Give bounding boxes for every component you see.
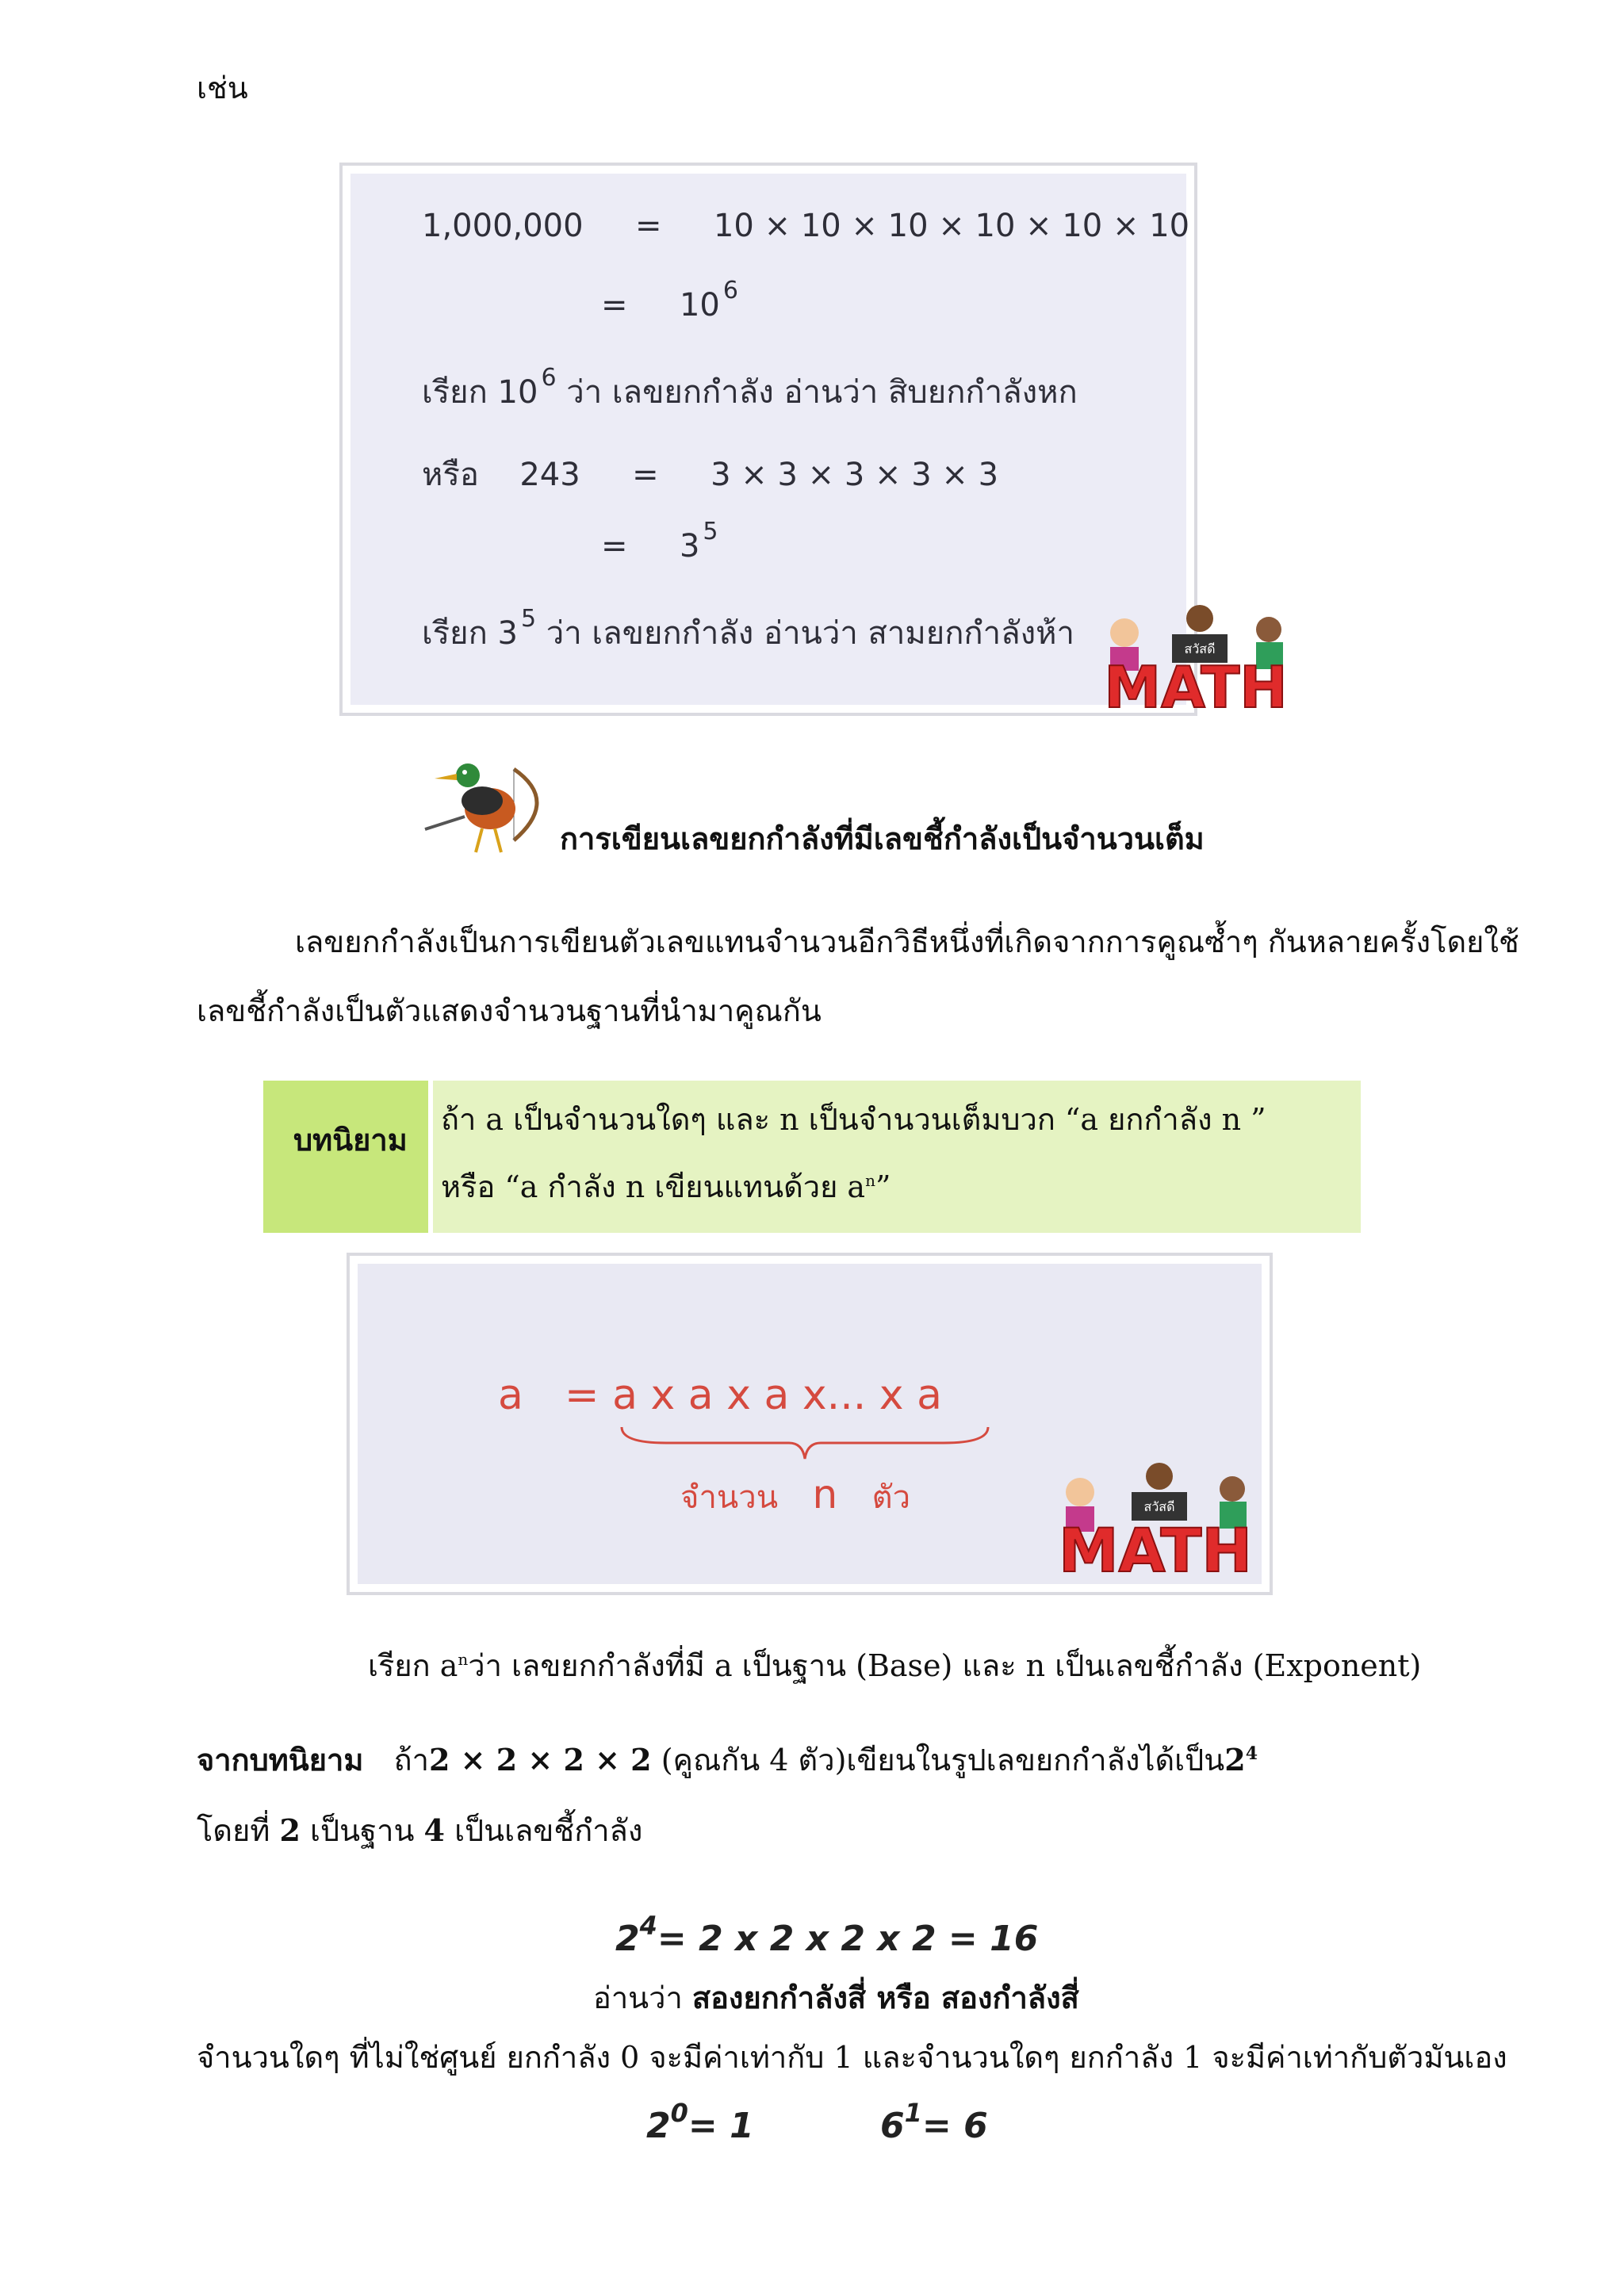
underbrace [619, 1424, 991, 1464]
example-line-2: = 10 $^6$ [601, 277, 738, 323]
math-logo-2-sign: สวัสดี [1143, 1499, 1175, 1514]
formula-two-to-zero: $2^0= 1$ [646, 2098, 754, 2146]
math-logo-2 [1048, 1459, 1262, 1578]
example-line-1: 1,000,000 = 10 × 10 × 10 × 10 × 10 × 10 [422, 208, 1190, 244]
definition-line-2: หรือ “a กำลัง n เขียนแทนด้วย $a^n$” [441, 1169, 891, 1204]
math-logo [1093, 603, 1299, 714]
formula-two-to-four: $2^4= 2$ x 2 x 2 x 2 = 16 [615, 1911, 1039, 1959]
paragraph-line-2: เลขชี้กำลังเป็นตัวแสดงจำนวนฐานที่นำมาคูณกัน [197, 993, 822, 1028]
read-as-line: อ่านว่า สองยกกำลังสี่ หรือ สองกำลังสี่ [593, 1980, 1079, 2015]
from-definition-line: จากบทนิยาม ถ้า2 × 2 × 2 × 2 (คูณกัน 4 ตัว)เขียนในรูปเลขยกกำลังได้เป็น$2^4$ [197, 1742, 1258, 1777]
formula-under-label: จำนวน n ตัว [680, 1471, 911, 1517]
example-line-4: หรือ 243 = 3 × 3 × 3 × 3 × 3 [422, 457, 999, 493]
formula-lhs: a [498, 1372, 523, 1419]
definition-line-1: ถ้า a เป็นจำนวนใดๆ และ n เป็นจำนวนเต็มบวก “a ยกกำลัง n ” [441, 1102, 1266, 1137]
formula-rhs: = a x a x a x... x a [565, 1372, 942, 1419]
section-heading: การเขียนเลขยกกำลังที่มีเลขชี้กำลังเป็นจำนวนเต็ม [560, 821, 1205, 856]
example-line-6: เรียก 3 $^5$ ว่า เลขยกกำลัง อ่านว่า สามยกกำลังห้า [422, 605, 1074, 652]
math-logo-letters: MATH [1104, 654, 1288, 714]
where-line: โดยที่ 2 เป็นฐาน 4 เป็นเลขชี้กำลัง [197, 1812, 643, 1848]
paragraph-line-1: เลขยกกำลังเป็นการเขียนตัวเลขแทนจำนวนอีกวิธีหนึ่งที่เกิดจากการคูณซ้ำๆ กันหลายครั้งโดยใช้ [295, 924, 1519, 959]
math-logo-2-letters: MATH [1059, 1515, 1252, 1578]
intro-word: เช่น [197, 71, 248, 105]
definition-label: บทนิยาม [293, 1122, 408, 1158]
example-line-5: = 3 $^5$ [601, 518, 718, 564]
archer-bird-illustration [419, 753, 561, 856]
zero-power-rule: จำนวนใดๆ ที่ไม่ใช่ศูนย์ ยกกำลัง 0 จะมีค่าเท่ากับ 1 และจำนวนใดๆ ยกกำลัง 1 จะมีค่าเท่ากับตัวมันเอง [197, 2040, 1507, 2075]
caption: เรียก $a^n$ว่า เลขยกกำลังที่มี a เป็นฐาน (Base) และ n เป็นเลขชี้กำลัง (Exponent) [368, 1648, 1422, 1683]
math-logo-sign: สวัสดี [1184, 641, 1216, 656]
example-line-3: เรียก 10 $^6$ ว่า เลขยกกำลัง อ่านว่า สิบยกกำลังหก [422, 364, 1078, 411]
formula-six-to-one: $6^1= 6$ [880, 2098, 988, 2146]
